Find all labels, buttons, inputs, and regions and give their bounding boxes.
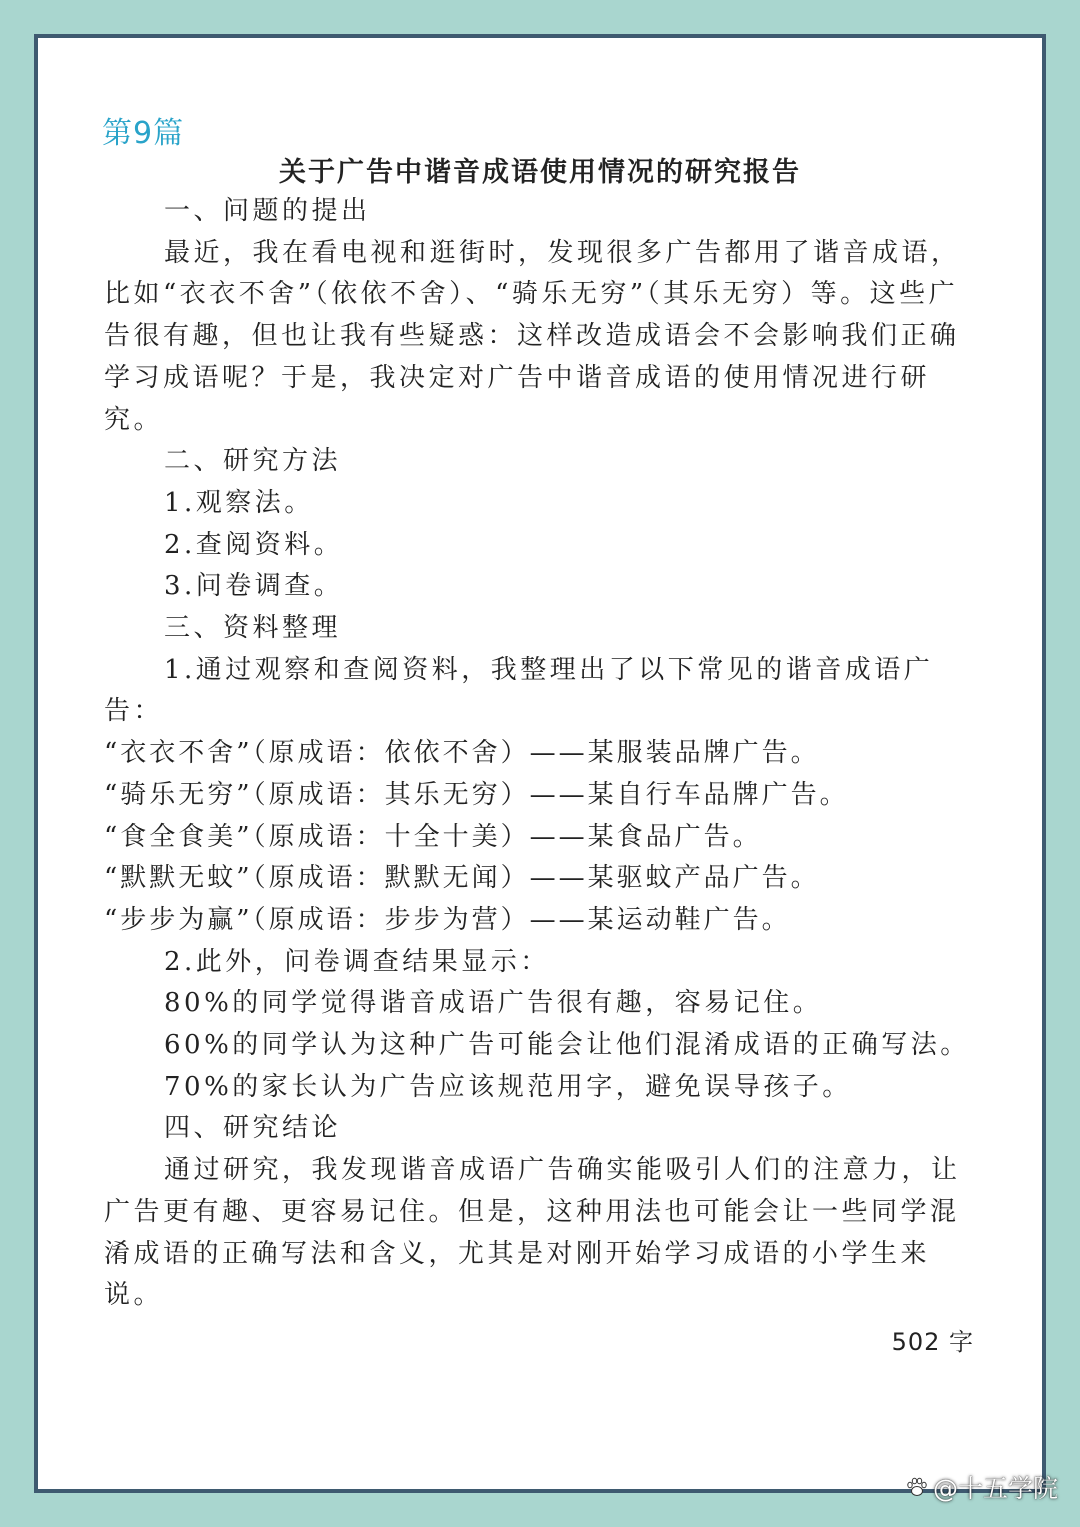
survey-item: 60%的同学认为这种广告可能会让他们混淆成语的正确写法。 (164, 1030, 970, 1061)
example-item: “食全食美”（原成语：十全十美）——某食品广告。 (104, 821, 762, 852)
example-item: “默默无蚊”（原成语：默默无闻）——某驱蚊产品广告。 (104, 863, 820, 894)
watermark (905, 1469, 1058, 1505)
list-item: 3.问卷调查。 (164, 571, 344, 602)
section-heading: 二、研究方法 (164, 446, 342, 477)
section-heading: 四、研究结论 (164, 1113, 342, 1144)
list-item: 1.观察法。 (164, 487, 314, 518)
chapter-label: 第9篇 (102, 116, 185, 151)
section-heading: 一、问题的提出 (164, 196, 371, 226)
paw-icon (905, 1475, 929, 1499)
example-item: “衣衣不舍”（原成语：依依不舍）——某服装品牌广告。 (104, 738, 820, 769)
list-item: 2.查阅资料。 (164, 529, 344, 560)
word-count: 502 字 (891, 1328, 974, 1356)
example-item: “步步为赢”（原成语：步步为营）——某运动鞋广告。 (104, 904, 791, 935)
section-heading: 三、资料整理 (164, 613, 342, 644)
report-title: 关于广告中谐音成语使用情况的研究报告 (279, 157, 801, 188)
survey-item: 80%的同学觉得谐音成语广告很有趣，容易记住。 (164, 988, 823, 1019)
watermark-text: @十五学院 (932, 1474, 1058, 1503)
example-item: “骑乐无穷”（原成语：其乐无穷）——某自行车品牌广告。 (104, 779, 849, 810)
paragraph: 最近，我在看电视和逛街时，发现很多广告都用了谐音成语，比如“衣衣不舍”（依依不舍）、“骑乐无穷”（其乐无穷）等。这些广告很有趣，但也让我有些疑惑：这样改造成语会不会影响我们正确学习成语呢？于是，我决定对广告中谐音成语的使用情况进行研究。 (104, 237, 961, 435)
paragraph: 1.通过观察和查阅资料，我整理出了以下常见的谐音成语广告： (104, 654, 934, 727)
survey-item: 70%的家长认为广告应该规范用字，避免误导孩子。 (164, 1071, 852, 1102)
survey-intro: 2.此外，问卷调查结果显示： (164, 946, 550, 977)
report-body (104, 191, 974, 1317)
paragraph: 通过研究，我发现谐音成语广告确实能吸引人们的注意力，让广告更有趣、更容易记住。但是，这种用法也可能会让一些同学混淆成语的正确写法和含义，尤其是对刚开始学习成语的小学生来说。 (104, 1155, 961, 1311)
